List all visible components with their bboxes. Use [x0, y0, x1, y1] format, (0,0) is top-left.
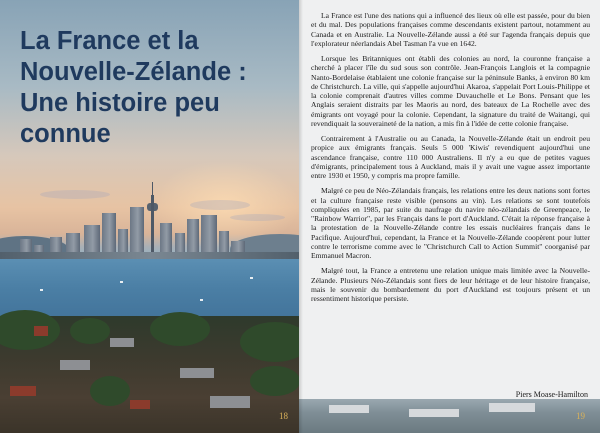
house-roof — [10, 386, 36, 396]
page-number-right: 19 — [576, 411, 585, 421]
house-roof — [130, 400, 150, 409]
paragraph: Contrairement à l'Australie ou au Canada, la Nouvelle-Zélande était un endroit peu propice aux émigrants français. Seuls 5 000 'Kiwis' revendiquent aujourd'hui une ascendance française, contre 110 000 Australiens. Il n'y a eu que de petites vagues d'émigrants, principalement tous à Auckland, mais il y avait une vague assez importante entre 1930 et 1950, y compris ma propre famille. — [311, 134, 590, 180]
boat — [200, 299, 203, 301]
right-page — [299, 0, 600, 433]
tree — [90, 376, 130, 406]
paragraph: Malgré tout, la France a entretenu une relation unique mais limitée avec la Nouvelle-Zélande. Plusieurs Néo-Zélandais sont fiers de leur héritage et de leur histoire française, mais le souvenir du bombardement du port d'Auckland est toujours présent et un ressentiment historique persiste. — [311, 266, 590, 303]
author-byline: Piers Moase-Hamilton — [515, 390, 588, 399]
house-roof — [60, 360, 90, 370]
paragraph: Malgré ce peu de Néo-Zélandais français, les relations entre les deux nations sont fortes et la culture française reste visible (pensons au vin). Les relations se sont toutefois compliquées en 1985, par suite du naufrage du navire néo-zélandais de Greenpeace, le "Rainbow Warrior", par les Français dans le port d'Auckland. C'était la réponse française à la protestation de la Nouvelle-Zélande contre les essais nucléaires français dans le Pacifique. Aujourd'hui, cependant, la France et la Nouvelle-Zélande coopèrent pour lutter contre le terrorisme comme avec le "Christchurch Call to Action Summit" coorganisé par Emmanuel Macron. — [311, 186, 590, 260]
boat — [40, 289, 43, 291]
article-body — [311, 11, 590, 309]
house-roof — [34, 326, 48, 336]
tree — [250, 366, 299, 396]
tree — [70, 318, 110, 344]
paragraph: La France est l'une des nations qui a influencé des lieux où elle est passée, pour du bien et du mal. Des populations françaises comme descendants existent partout, notamment au Canada et en Australie. La Nouvelle-Zélande aussi a été sur l'agenda français depuis que l'explorateur néerlandais Abel Tasman l'a vue en 1642. — [311, 11, 590, 48]
boat — [250, 277, 253, 279]
house-roof — [489, 403, 535, 412]
page-number-left: 18 — [279, 411, 288, 421]
foreground-suburb — [0, 316, 299, 433]
house-roof — [409, 409, 459, 417]
house-roof — [180, 368, 214, 378]
paragraph: Lorsque les Britanniques ont établi des colonies au nord, la couronne française a cherché à placer l'île du sud sous son contrôle. Jean-François Langlois et la compagnie Nanto-Bordelaise établaient une colonie française sur la péninsule Banks, à environ 80 km de Christchurch. La ville, qui s'appelle aujourd'hui Akaroa, s'appelait Port Louis-Philippe et la colonie comprenait d'autres villes comme Duvauchelle et Le Bons. Pensant que les Anglais seraient distraits par les Maoris au nord, des bateaux de La Rochelle avec des émigrants ont voyagé pour la colonie. Cependant, la signature du traité de Waitangi, qui revendiquait la souveraineté de la nation, a mis fin à l'idée de cette colonie française. — [311, 54, 590, 128]
article-title: La France et la Nouvelle-Zélande : Une histoire peu connue — [20, 27, 247, 148]
house-roof — [110, 338, 134, 347]
tree — [240, 322, 299, 362]
page-gutter — [299, 0, 303, 433]
sky-tower-needle — [152, 182, 153, 196]
boat — [120, 281, 123, 283]
left-page — [0, 0, 299, 433]
house-roof — [210, 396, 250, 408]
bottom-photo-strip — [299, 399, 600, 433]
house-roof — [329, 405, 369, 413]
tree — [150, 312, 210, 346]
tree — [0, 310, 60, 350]
